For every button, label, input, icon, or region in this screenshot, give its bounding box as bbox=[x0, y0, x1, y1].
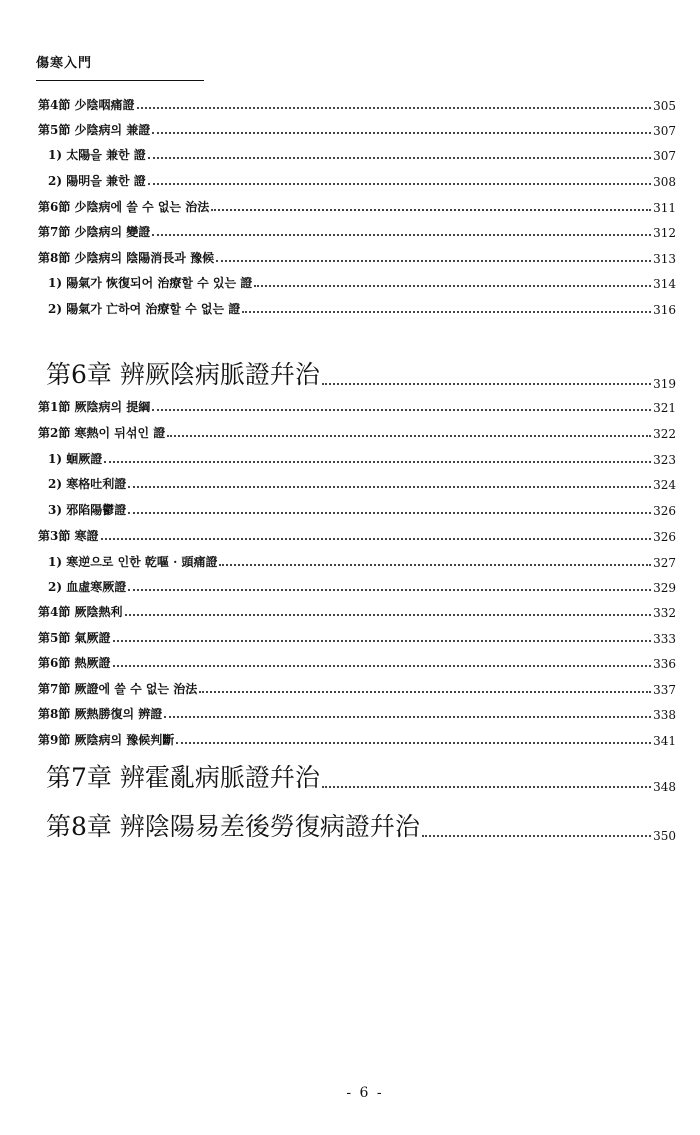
dot-leader bbox=[152, 409, 651, 411]
toc-page-number: 329 bbox=[653, 581, 676, 595]
toc-entry-title: 1) 寒逆으로 인한 乾嘔 · 頭痛證 bbox=[48, 555, 218, 569]
toc-page-number: 316 bbox=[653, 303, 676, 317]
dot-leader bbox=[113, 665, 652, 667]
toc-chapter-row bbox=[46, 758, 676, 794]
toc-page-number: 307 bbox=[653, 149, 676, 163]
toc-entry-title: 第7節 厥證에 쓸 수 없는 治法 bbox=[38, 682, 198, 696]
toc-entry-title: 1) 陽氣가 恢復되어 治療할 수 있는 證 bbox=[48, 276, 253, 290]
toc-entry-title: 第8章 辨陰陽易差後勞復病證幷治 bbox=[46, 812, 420, 841]
toc-entry-title: 2) 陽明을 兼한 證 bbox=[48, 174, 146, 188]
toc-section-row bbox=[38, 603, 676, 620]
toc-subsection-row bbox=[38, 501, 676, 518]
toc-subsection-row bbox=[38, 274, 676, 291]
toc-page-number: 326 bbox=[653, 530, 676, 544]
toc-subsection-row bbox=[38, 450, 676, 467]
toc-entry-title: 第7章 辨霍亂病脈證幷治 bbox=[46, 763, 320, 792]
toc-entry-title: 2) 血虛寒厥證 bbox=[48, 580, 127, 594]
dot-leader bbox=[128, 589, 651, 591]
dot-leader bbox=[211, 209, 651, 211]
toc-page-number: 326 bbox=[653, 504, 676, 518]
dot-leader bbox=[137, 107, 652, 109]
toc-page-number: 338 bbox=[653, 708, 676, 722]
dot-leader bbox=[125, 614, 652, 616]
dot-leader bbox=[164, 716, 651, 718]
dot-leader bbox=[148, 157, 651, 159]
toc-subsection-row bbox=[38, 578, 676, 595]
page-number: - 6 - bbox=[346, 1085, 384, 1101]
dot-leader bbox=[101, 538, 652, 540]
toc-section-row bbox=[38, 121, 676, 138]
toc-entry-title: 第9節 厥陰病의 豫候判斷 bbox=[38, 733, 175, 747]
toc-page-number: 311 bbox=[653, 201, 676, 215]
toc-page-number: 313 bbox=[653, 252, 676, 266]
toc-page-number: 314 bbox=[653, 277, 676, 291]
dot-leader bbox=[113, 640, 652, 642]
toc-section-row bbox=[38, 680, 676, 697]
toc-page-number: 321 bbox=[653, 401, 676, 415]
toc-page-number: 319 bbox=[653, 377, 676, 391]
toc-entry-title: 第6章 辨厥陰病脈證幷治 bbox=[46, 360, 320, 389]
toc-page-number: 308 bbox=[653, 175, 676, 189]
toc-entry-title: 第4節 厥陰熱利 bbox=[38, 605, 123, 619]
toc-entry-title: 2) 寒格吐利證 bbox=[48, 477, 127, 491]
dot-leader bbox=[167, 435, 651, 437]
toc-section-row bbox=[38, 629, 676, 646]
toc-chapter-row bbox=[46, 355, 676, 391]
toc-entry-title: 第5節 氣厥證 bbox=[38, 631, 111, 645]
toc-page-number: 305 bbox=[653, 99, 676, 113]
toc-entry-title: 第6節 熱厥證 bbox=[38, 656, 111, 670]
toc-entry-title: 第1節 厥陰病의 提綱 bbox=[38, 400, 151, 414]
dot-leader bbox=[322, 786, 651, 788]
toc-page-number: 341 bbox=[653, 734, 676, 748]
toc-subsection-row bbox=[38, 475, 676, 492]
toc-entry-title: 第2節 寒熱이 뒤섞인 證 bbox=[38, 426, 166, 440]
dot-leader bbox=[322, 383, 651, 385]
dot-leader bbox=[152, 132, 651, 134]
dot-leader bbox=[152, 234, 651, 236]
toc-page-number: 307 bbox=[653, 124, 676, 138]
dot-leader bbox=[216, 260, 651, 262]
toc-page-number: 323 bbox=[653, 453, 676, 467]
toc-entry-title: 2) 陽氣가 亡하여 治療할 수 없는 證 bbox=[48, 302, 241, 316]
toc-section-row bbox=[38, 527, 676, 544]
toc-entry-title: 第5節 少陰病의 兼證 bbox=[38, 123, 151, 137]
toc-section-row bbox=[38, 223, 676, 240]
toc-entry-title: 第4節 少陰咽痛證 bbox=[38, 98, 135, 112]
toc-page-number: 350 bbox=[653, 829, 676, 843]
toc-page-number: 336 bbox=[653, 657, 676, 671]
toc-page-number: 324 bbox=[653, 478, 676, 492]
toc-section-row bbox=[38, 731, 676, 748]
toc-subsection-row bbox=[38, 146, 676, 163]
toc-section-row bbox=[38, 654, 676, 671]
toc-chapter-row bbox=[46, 807, 676, 843]
dot-leader bbox=[176, 742, 651, 744]
toc-section-row bbox=[38, 398, 676, 415]
toc-entry-title: 第8節 厥熱勝復의 辨證 bbox=[38, 707, 163, 721]
toc-section-row bbox=[38, 96, 676, 113]
dot-leader bbox=[199, 691, 651, 693]
toc-section-row bbox=[38, 198, 676, 215]
dot-leader bbox=[254, 285, 651, 287]
toc-entry-title: 1) 蛔厥證 bbox=[48, 452, 103, 466]
toc-section-row bbox=[38, 249, 676, 266]
dot-leader bbox=[128, 512, 651, 514]
toc-subsection-row bbox=[38, 172, 676, 189]
toc-entry-title: 第7節 少陰病의 變證 bbox=[38, 225, 151, 239]
toc-section-row bbox=[38, 424, 676, 441]
toc-page-number: 332 bbox=[653, 606, 676, 620]
toc-entry-title: 第6節 少陰病에 쓸 수 없는 治法 bbox=[38, 200, 210, 214]
toc-page-number: 348 bbox=[653, 780, 676, 794]
toc-entry-title: 第8節 少陰病의 陰陽消長과 豫候 bbox=[38, 251, 215, 265]
toc-subsection-row bbox=[38, 553, 676, 570]
toc-subsection-row bbox=[38, 300, 676, 317]
dot-leader bbox=[242, 311, 651, 313]
toc-page-number: 337 bbox=[653, 683, 676, 697]
dot-leader bbox=[219, 564, 651, 566]
toc-page-number: 327 bbox=[653, 556, 676, 570]
dot-leader bbox=[128, 486, 651, 488]
dot-leader bbox=[148, 183, 651, 185]
dot-leader bbox=[104, 461, 651, 463]
toc-page-number: 312 bbox=[653, 226, 676, 240]
dot-leader bbox=[422, 835, 651, 837]
toc-section-row bbox=[38, 705, 676, 722]
toc-page-number: 333 bbox=[653, 632, 676, 646]
toc-entry-title: 3) 邪陷陽鬱證 bbox=[48, 503, 127, 517]
toc-entry-title: 第3節 寒證 bbox=[38, 529, 99, 543]
running-header: 傷寒入門 bbox=[36, 56, 93, 71]
toc-entry-title: 1) 太陽을 兼한 證 bbox=[48, 148, 146, 162]
toc-page-number: 322 bbox=[653, 427, 676, 441]
